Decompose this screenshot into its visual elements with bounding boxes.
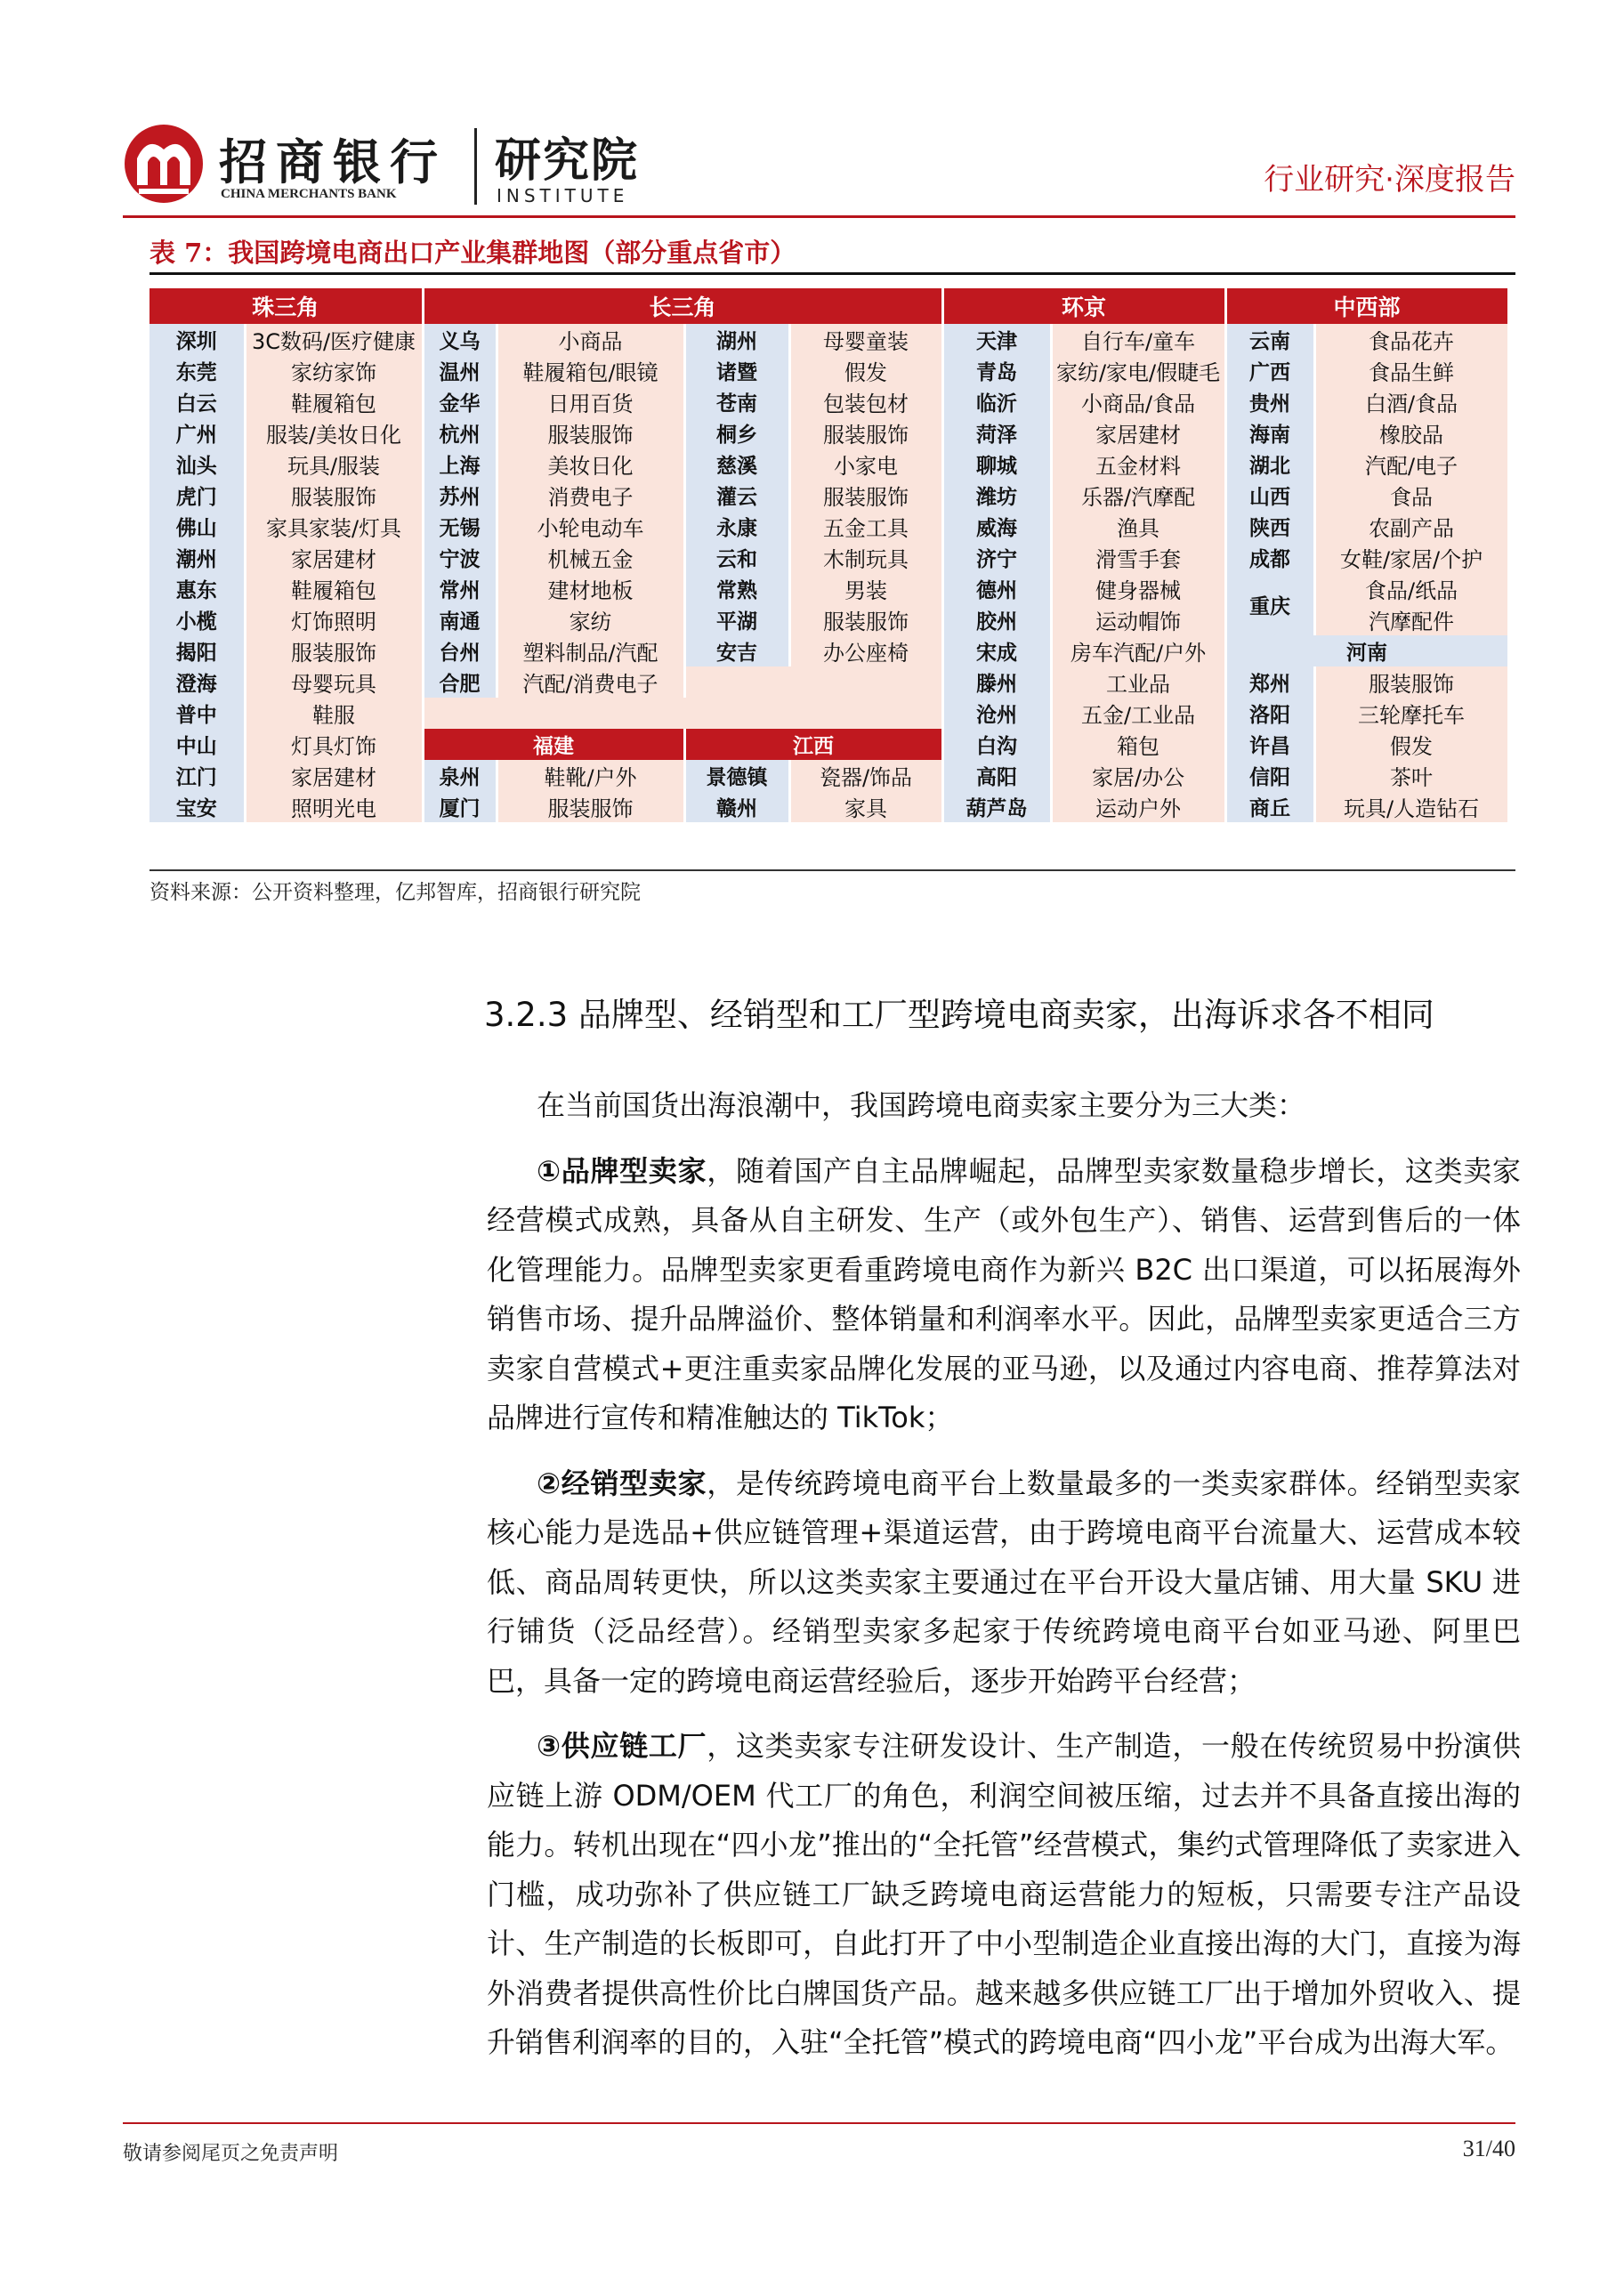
city-cell: 江门 — [149, 760, 245, 791]
industry-cell: 家纺 — [497, 604, 684, 635]
industry-cell: 工业品 — [1051, 666, 1225, 698]
table-row — [149, 760, 1508, 791]
industry-cell: 鞋履箱包 — [245, 573, 423, 604]
blank-cell — [684, 666, 942, 698]
city-cell: 临沂 — [942, 386, 1051, 417]
industry-cluster-table — [149, 288, 1510, 822]
table-row — [149, 698, 1508, 729]
city-cell: 汕头 — [149, 448, 245, 480]
city-cell: 菏泽 — [942, 417, 1051, 448]
industry-cell: 农副产品 — [1314, 511, 1508, 542]
industry-cell: 五金/工业品 — [1051, 698, 1225, 729]
city-cell: 潍坊 — [942, 480, 1051, 511]
city-cell: 胶州 — [942, 604, 1051, 635]
distributor-seller-paragraph — [487, 1459, 1521, 1707]
industry-cell: 消费电子 — [497, 480, 684, 511]
city-cell: 常州 — [423, 573, 497, 604]
city-cell: 宁波 — [423, 542, 497, 573]
header-rule — [123, 215, 1515, 218]
city-cell: 安吉 — [684, 635, 789, 666]
industry-cell: 橡胶品 — [1314, 417, 1508, 448]
city-cell: 广西 — [1225, 355, 1314, 386]
bank-name-cn: 招商银行 — [219, 133, 447, 190]
city-cell: 灌云 — [684, 480, 789, 511]
brand-seller-text: ，随着国产自主品牌崛起，品牌型卖家数量稳步增长，这类卖家经营模式成熟，具备从自主研发、生产（或外包生产）、销售、运营到售后的一体化管理能力。品牌型卖家更看重跨境电商作为新兴 B2C 出口渠道，可以拓展海外销售市场、提升品牌溢价、整体销量和利润率水平。因此，品牌型卖家更适合三方卖家自营模式+更注重卖家品牌化发展的亚马逊，以及通过内容电商、推荐算法对品牌进行宣传和精准触达的 TikTok； — [487, 1153, 1521, 1434]
industry-cell: 建材地板 — [497, 573, 684, 604]
city-cell: 宝安 — [149, 791, 245, 822]
source-rule — [149, 869, 1515, 871]
page-header — [123, 123, 1515, 210]
city-cell: 沧州 — [942, 698, 1051, 729]
industry-cell: 包装包材 — [789, 386, 942, 417]
city-cell: 贵州 — [1225, 386, 1314, 417]
industry-cell: 美妆日化 — [497, 448, 684, 480]
industry-cell: 假发 — [789, 355, 942, 386]
industry-cell: 服装服饰 — [1314, 666, 1508, 698]
industry-cell: 小家电 — [789, 448, 942, 480]
industry-cell: 3C数码/医疗健康 — [245, 324, 423, 355]
industry-cell: 小商品/食品 — [1051, 386, 1225, 417]
city-cell: 济宁 — [942, 542, 1051, 573]
city-cell: 滕州 — [942, 666, 1051, 698]
city-cell: 上海 — [423, 448, 497, 480]
table-row — [149, 511, 1508, 542]
industry-cell: 日用百货 — [497, 386, 684, 417]
institute-name-cn: 研究院 — [495, 134, 640, 188]
industry-cell: 家居建材 — [245, 542, 423, 573]
industry-cell: 服装服饰 — [245, 480, 423, 511]
region-header-midwest: 中西部 — [1225, 288, 1508, 324]
industry-cell: 鞋履箱包 — [245, 386, 423, 417]
industry-cell: 汽配/消费电子 — [497, 666, 684, 698]
industry-cell: 玩具/服装 — [245, 448, 423, 480]
city-cell: 无锡 — [423, 511, 497, 542]
city-cell: 天津 — [942, 324, 1051, 355]
industry-cell: 灯具灯饰 — [245, 729, 423, 760]
industry-cell: 假发 — [1314, 729, 1508, 760]
city-cell: 常熟 — [684, 573, 789, 604]
city-cell: 洛阳 — [1225, 698, 1314, 729]
industry-cell: 照明光电 — [245, 791, 423, 822]
factory-seller-text: ，这类卖家专注研发设计、生产制造，一般在传统贸易中扮演供应链上游 ODM/OEM 代工厂的角色，利润空间被压缩，过去并不具备直接出海的能力。转机出现在“四小龙”推出的“全托管”经营模式，集约式管理降低了卖家进入门槛，成功弥补了供应链工厂缺乏跨境电商运营能力的短板，只需要专注产品设计、生产制造的长板即可，自此打开了中小型制造企业直接出海的大门，直接为海外消费者提供高性价比白牌国货产品。越来越多供应链工厂出于增加外贸收入、提升销售利润率的目的，入驻“全托管”模式的跨境电商“四小龙”平台成为出海大军。 — [487, 1729, 1521, 2059]
city-cell: 信阳 — [1225, 760, 1314, 791]
blank-cell — [423, 698, 942, 729]
city-cell: 白沟 — [942, 729, 1051, 760]
brand-seller-paragraph — [487, 1147, 1521, 1443]
table-row — [149, 573, 1508, 604]
city-cell: 诸暨 — [684, 355, 789, 386]
industry-cell: 汽配/电子 — [1314, 448, 1508, 480]
industry-cell: 鞋服 — [245, 698, 423, 729]
industry-cell: 服装服饰 — [497, 791, 684, 822]
city-cell: 陕西 — [1225, 511, 1314, 542]
industry-cell: 瓷器/饰品 — [789, 760, 942, 791]
table-row — [149, 542, 1508, 573]
industry-cell: 乐器/汽摩配 — [1051, 480, 1225, 511]
industry-cell: 服装服饰 — [497, 417, 684, 448]
city-cell: 德州 — [942, 573, 1051, 604]
city-cell: 佛山 — [149, 511, 245, 542]
industry-cell: 办公座椅 — [789, 635, 942, 666]
table-title-rule — [149, 272, 1515, 275]
table-row — [149, 666, 1508, 698]
city-cell: 潮州 — [149, 542, 245, 573]
bank-name-en: CHINA MERCHANTS BANK — [221, 187, 397, 201]
industry-cell: 家居/办公 — [1051, 760, 1225, 791]
city-cell: 海南 — [1225, 417, 1314, 448]
industry-cell: 服装/美妆日化 — [245, 417, 423, 448]
city-cell: 普中 — [149, 698, 245, 729]
industry-cell: 食品 — [1314, 480, 1508, 511]
industry-cell: 小轮电动车 — [497, 511, 684, 542]
city-cell: 威海 — [942, 511, 1051, 542]
industry-cell: 家具 — [789, 791, 942, 822]
table-row — [149, 729, 1508, 760]
industry-cell: 茶叶 — [1314, 760, 1508, 791]
intro-paragraph: 在当前国货出海浪潮中，我国跨境电商卖家主要分为三大类： — [537, 1088, 1306, 1122]
table-row — [149, 448, 1508, 480]
city-cell: 云南 — [1225, 324, 1314, 355]
industry-cell: 食品生鲜 — [1314, 355, 1508, 386]
institute-name-en: INSTITUTE — [497, 185, 629, 206]
cmb-logo-icon — [123, 123, 205, 205]
industry-cell: 服装服饰 — [245, 635, 423, 666]
city-cell: 平湖 — [684, 604, 789, 635]
city-cell: 泉州 — [423, 760, 497, 791]
industry-cell: 自行车/童车 — [1051, 324, 1225, 355]
industry-cell: 运动帽饰 — [1051, 604, 1225, 635]
table-title: 表 7：我国跨境电商出口产业集群地图（部分重点省市） — [149, 238, 796, 268]
subregion-header-fujian: 福建 — [423, 729, 684, 760]
table-source: 资料来源：公开资料整理，亿邦智库，招商银行研究院 — [149, 881, 641, 904]
header-separator — [474, 128, 477, 205]
city-cell: 宋成 — [942, 635, 1051, 666]
city-cell: 成都 — [1225, 542, 1314, 573]
industry-cell: 塑料制品/汽配 — [497, 635, 684, 666]
city-cell: 葫芦岛 — [942, 791, 1051, 822]
industry-cell: 白酒/食品 — [1314, 386, 1508, 417]
brand-seller-lead: ①品牌型卖家 — [537, 1153, 707, 1188]
table-row — [149, 417, 1508, 448]
industry-cell: 木制玩具 — [789, 542, 942, 573]
city-cell: 深圳 — [149, 324, 245, 355]
city-cell: 聊城 — [942, 448, 1051, 480]
section-heading: 3.2.3 品牌型、经销型和工厂型跨境电商卖家，出海诉求各不相同 — [484, 996, 1434, 1034]
footer-rule — [123, 2122, 1515, 2124]
industry-cell: 家居建材 — [245, 760, 423, 791]
subregion-header-jiangxi: 江西 — [684, 729, 942, 760]
industry-cell: 玩具/人造钻石 — [1314, 791, 1508, 822]
industry-cell: 服装服饰 — [789, 604, 942, 635]
table-row — [149, 324, 1508, 355]
industry-cell: 房车汽配/户外 — [1051, 635, 1225, 666]
region-header-yrd: 长三角 — [423, 288, 942, 324]
city-cell: 揭阳 — [149, 635, 245, 666]
city-cell: 中山 — [149, 729, 245, 760]
city-cell: 重庆 — [1225, 573, 1314, 635]
industry-cell: 食品/纸品 — [1314, 573, 1508, 604]
industry-cell: 服装服饰 — [789, 480, 942, 511]
city-cell: 商丘 — [1225, 791, 1314, 822]
city-cell: 慈溪 — [684, 448, 789, 480]
factory-seller-paragraph — [487, 1722, 1521, 2068]
city-cell: 桐乡 — [684, 417, 789, 448]
footer-disclaimer: 敬请参阅尾页之免责声明 — [123, 2143, 339, 2165]
distributor-seller-text: ，是传统跨境电商平台上数量最多的一类卖家群体。经销型卖家核心能力是选品+供应链管理+渠道运营，由于跨境电商平台流量大、运营成本较低、商品周转更快，所以这类卖家主要通过在平台开设大量店铺、用大量 SKU 进行铺货（泛品经营）。经销型卖家多起家于传统跨境电商平台如亚马逊、阿里巴巴，具备一定的跨境电商运营经验后，逐步开始跨平台经营； — [487, 1466, 1521, 1698]
page-number: 31/40 — [1462, 2136, 1515, 2161]
city-cell: 永康 — [684, 511, 789, 542]
table-row — [149, 791, 1508, 822]
industry-cell: 运动户外 — [1051, 791, 1225, 822]
city-cell: 景德镇 — [684, 760, 789, 791]
city-cell: 许昌 — [1225, 729, 1314, 760]
industry-cell: 小商品 — [497, 324, 684, 355]
city-cell: 白云 — [149, 386, 245, 417]
region-header-prd: 珠三角 — [149, 288, 423, 324]
city-cell: 山西 — [1225, 480, 1314, 511]
city-cell: 厦门 — [423, 791, 497, 822]
city-cell: 云和 — [684, 542, 789, 573]
industry-cell: 鞋靴/户外 — [497, 760, 684, 791]
report-type: 行业研究·深度报告 — [1264, 162, 1515, 198]
city-cell: 苍南 — [684, 386, 789, 417]
city-cell: 惠东 — [149, 573, 245, 604]
city-cell: 杭州 — [423, 417, 497, 448]
city-cell: 高阳 — [942, 760, 1051, 791]
city-cell: 澄海 — [149, 666, 245, 698]
subregion-header-henan: 河南 — [1225, 635, 1508, 666]
industry-cell: 家具家装/灯具 — [245, 511, 423, 542]
industry-cell: 渔具 — [1051, 511, 1225, 542]
distributor-seller-lead: ②经销型卖家 — [537, 1466, 707, 1500]
industry-cell: 鞋履箱包/眼镜 — [497, 355, 684, 386]
industry-cell: 家纺/家电/假睫毛 — [1051, 355, 1225, 386]
industry-cell: 汽摩配件 — [1314, 604, 1508, 635]
table-row — [149, 480, 1508, 511]
city-cell: 金华 — [423, 386, 497, 417]
factory-seller-lead: ③供应链工厂 — [537, 1729, 707, 1763]
city-cell: 苏州 — [423, 480, 497, 511]
industry-cell: 男装 — [789, 573, 942, 604]
industry-cell: 家居建材 — [1051, 417, 1225, 448]
city-cell: 赣州 — [684, 791, 789, 822]
city-cell: 青岛 — [942, 355, 1051, 386]
city-cell: 湖北 — [1225, 448, 1314, 480]
industry-cell: 服装服饰 — [789, 417, 942, 448]
industry-cell: 五金材料 — [1051, 448, 1225, 480]
industry-cell: 五金工具 — [789, 511, 942, 542]
city-cell: 南通 — [423, 604, 497, 635]
city-cell: 湖州 — [684, 324, 789, 355]
industry-cell: 三轮摩托车 — [1314, 698, 1508, 729]
region-header-jing: 环京 — [942, 288, 1225, 324]
industry-cell: 机械五金 — [497, 542, 684, 573]
table-row — [149, 355, 1508, 386]
city-cell: 东莞 — [149, 355, 245, 386]
industry-cell: 家纺家饰 — [245, 355, 423, 386]
table-row — [149, 386, 1508, 417]
industry-cell: 滑雪手套 — [1051, 542, 1225, 573]
city-cell: 虎门 — [149, 480, 245, 511]
city-cell: 广州 — [149, 417, 245, 448]
industry-cell: 灯饰照明 — [245, 604, 423, 635]
table-row — [149, 635, 1508, 666]
industry-cell: 母婴童装 — [789, 324, 942, 355]
city-cell: 义乌 — [423, 324, 497, 355]
city-cell: 台州 — [423, 635, 497, 666]
city-cell: 温州 — [423, 355, 497, 386]
city-cell: 小榄 — [149, 604, 245, 635]
city-cell: 郑州 — [1225, 666, 1314, 698]
industry-cell: 健身器械 — [1051, 573, 1225, 604]
industry-cell: 箱包 — [1051, 729, 1225, 760]
city-cell: 合肥 — [423, 666, 497, 698]
body-text — [487, 1081, 1521, 2084]
industry-cell: 母婴玩具 — [245, 666, 423, 698]
industry-cell: 女鞋/家居/个护 — [1314, 542, 1508, 573]
industry-cell: 食品花卉 — [1314, 324, 1508, 355]
